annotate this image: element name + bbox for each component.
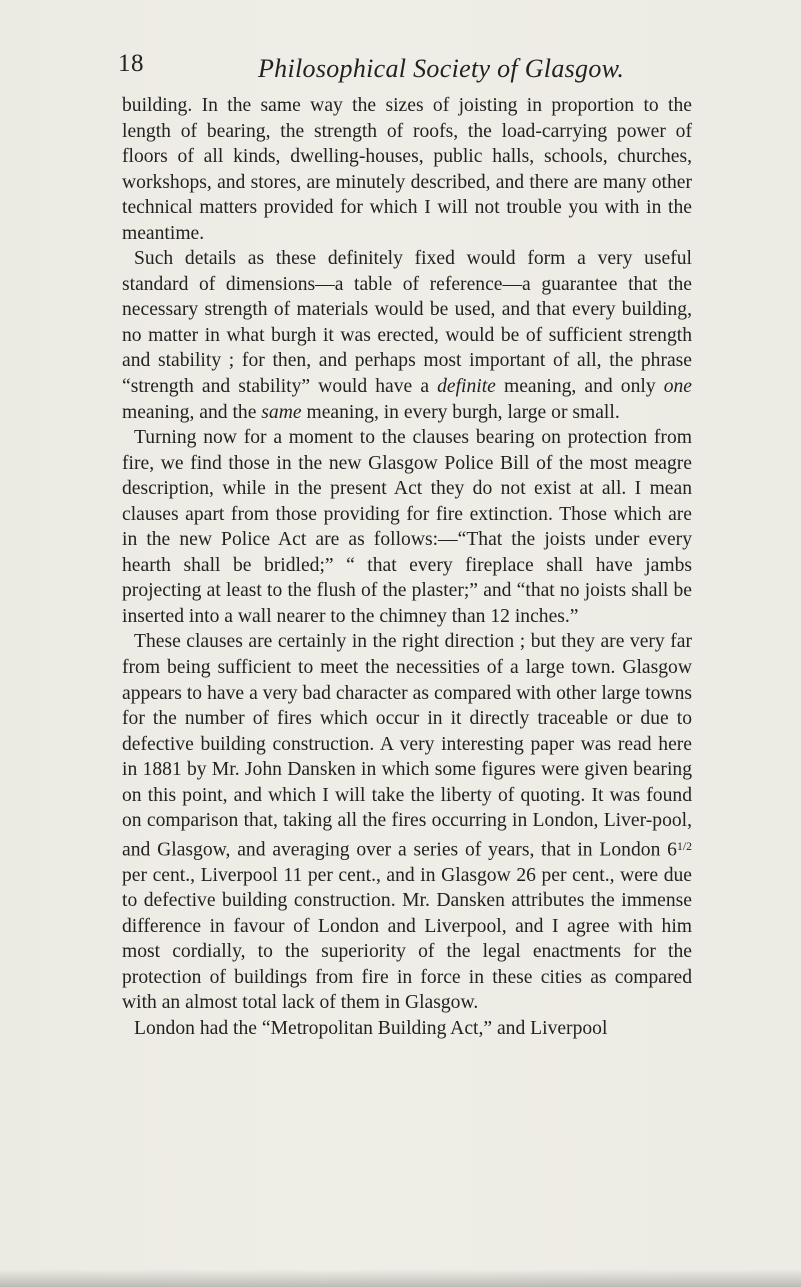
paragraph — [122, 425, 692, 629]
fraction-one-half: 1/2 — [676, 839, 692, 853]
text-run: Turning now for a moment to the clauses bearing on protection from fire, we find those in the new Glasgow Police Bill of the most meagre description, while in the present Act they do not exist at all. I mean clauses apart from those providing for fire extinction. Those which are in the new Police Act are as follows:—“That the joists under every hearth shall be bridled;” “ that every fireplace shall have jambs projecting at least to the flush of the plaster;” and “that no joists shall be inserted into a wall nearer to the chimney than 12 inches.” — [122, 427, 692, 627]
body-text — [122, 93, 692, 1042]
italic-emphasis: definite — [437, 376, 496, 398]
text-run: These clauses are certainly in the right direction ; but they are very far from being sufficient to meet the necessities of a large town. Glasgow appears to have a very bad character as compared with other large towns for the number of fires which occur in it directly traceable or due to defective building construction. A very interesting paper was read here in 1881 by Mr. John Dansken in which some figures were given bearing on this point, and which I will take the liberty of quoting. It was found on comparison that, taking all the fires occurring in London, Liver-pool, and Glasgow, and averaging over a series of years, that in London 6 — [122, 631, 692, 861]
text-run: Such details as these definitely fixed would form a very useful standard of dimensions—a table of reference—a guarantee that the necessary strength of materials would be used, and that every building, no matter in what burgh it was erected, would be of sufficient strength and stability ; for then, and perhaps most important of all, the phrase “strength and stability” would have a — [122, 248, 692, 398]
italic-emphasis: one — [663, 376, 692, 398]
paragraph — [122, 246, 692, 425]
text-run: meaning, and the — [122, 401, 262, 423]
running-title: Philosophical Society of Glasgow. — [258, 54, 625, 83]
paragraph — [122, 629, 692, 1015]
text-run: building. In the same way the sizes of joisting in proportion to the length of bearing, the strength of roofs, the load-carrying power of floors of all kinds, dwelling-houses, public halls, schools, churches, workshops, and stores, are minutely described, and there are many other technical matters provided for which I will not trouble you with in the meantime. — [122, 95, 692, 244]
paragraph — [122, 93, 692, 246]
page-header — [0, 50, 801, 90]
paragraph — [122, 1016, 692, 1042]
page-number: 18 — [118, 50, 144, 77]
text-run: meaning, in every burgh, large or small. — [301, 401, 620, 423]
text-run: meaning, and only — [495, 376, 664, 398]
text-run: per cent., Liverpool 11 per cent., and in Glasgow 26 per cent., were due to defective building construction. Mr. Dansken attributes the immense difference in favour of London and Liverpool, and I agree with him most cordially, to the superiority of the legal enactments for the protection of buildings from fire in force in these cities as compared with an almost total lack of them in Glasgow. — [122, 864, 692, 1014]
page-edge-shadow — [0, 1227, 801, 1287]
text-run: London had the “Metropolitan Building Act,” and Liverpool — [134, 1017, 608, 1039]
italic-emphasis: same — [261, 401, 302, 423]
